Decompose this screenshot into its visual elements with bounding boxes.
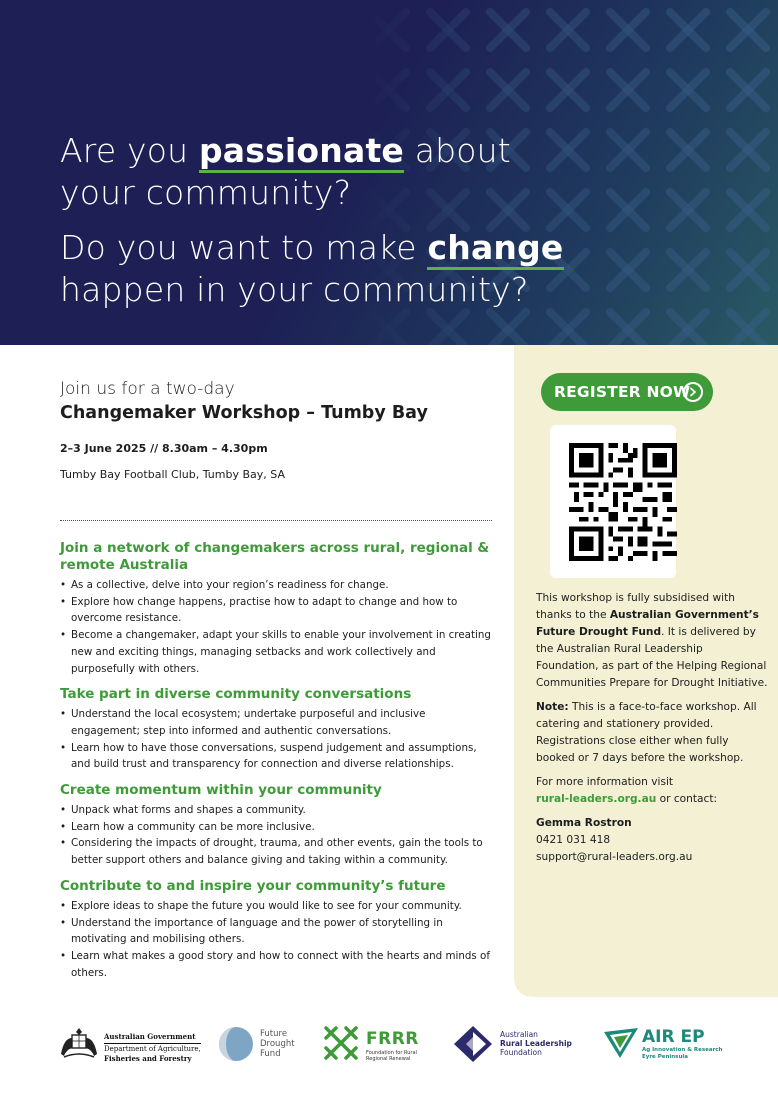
list-item: • Considering the impacts of drought, trauma, and other events, gain the tools to better support others and balance giving and taking within a community. [60,835,492,868]
list-item: • Learn how a community can be more inclusive. [60,819,492,836]
section-conversations [60,686,492,773]
register-label: REGISTER NOW [554,383,691,401]
hero-banner [0,0,778,345]
funding-paragraph: This workshop is fully subsidised with thanks to the Australian Government’s Future Drought Fund. It is delivered by the Australian Rural Leadership Foundation, as part of the Helping Regional Communities Prepare for Drought Initiative. [536,592,768,689]
section-momentum [60,782,492,869]
section-future [60,878,492,982]
qr-code[interactable] [550,425,676,578]
list-item: • Understand the local ecosystem; undertake purposeful and inclusive engagement; step into informed and authentic conversations. [60,706,492,739]
list-item: • Explore ideas to shape the future you would like to see for your community. [60,898,492,915]
list-item: • Explore how change happens, practise how to adapt to change and how to overcome resistance. [60,594,492,627]
arlf-diamond-icon [452,1024,494,1064]
list-item: • Unpack what forms and shapes a community. [60,802,492,819]
partner-logos [0,1020,778,1080]
frrr-logo: FRRR Foundation for Rural Regional Renewal [322,1020,432,1070]
benefit-sections [60,540,492,990]
future-drought-fund-logo: Future Drought Fund [218,1020,308,1070]
list-item: • As a collective, delve into your region’s readiness for change. [60,577,492,594]
australian-government-logo: Australian Government Department of Agriculture, Fisheries and Forestry [58,1020,198,1070]
highlight-passionate: passionate [199,131,404,173]
contact-name: Gemma Rostron [536,817,632,829]
event-date: 2–3 June 2025 // 8.30am – 4.30pm [60,442,268,455]
contact-phone[interactable]: 0421 031 418 [536,834,611,846]
contact-email[interactable]: support@rural-leaders.org.au [536,851,693,863]
sidebar-info [536,590,768,873]
note-paragraph: Note: This is a face-to-face workshop. All catering and stationery provided. Registrations close either when fully booked or 7 days before the workshop. [536,701,757,764]
hero-question-2-line-2: happen in your community? [60,270,529,309]
hero-question-2-line-1: Do you want to make change [60,227,564,269]
section-title: Create momentum within your community [60,782,382,799]
qr-code-icon [568,443,678,561]
chevron-right-icon [683,382,703,402]
air-ep-logo: AIR EP Ag Innovation & Research Eyre Peninsula [602,1020,722,1070]
event-title: Changemaker Workshop – Tumby Bay [60,403,428,423]
list-item: • Become a changemaker, adapt your skills to enable your involvement in creating new and exciting things, managing setbacks and work collectively and purposefully with others. [60,627,492,677]
sidebar-panel [514,345,778,997]
section-title: Take part in diverse community conversations [60,686,412,703]
list-item: • Understand the importance of language and the power of storytelling in motivating and mobilising others. [60,915,492,948]
section-title: Join a network of changemakers across rural, regional & remote Australia [60,540,490,573]
list-item: • Learn what makes a good story and how to connect with the hearts and minds of others. [60,948,492,981]
arlf-logo: Australian Rural Leadership Foundation [452,1020,582,1070]
drought-circle-icon [218,1026,254,1062]
hero-headline [60,130,564,311]
event-venue: Tumby Bay Football Club, Tumby Bay, SA [60,468,285,481]
info-paragraph: For more information visit rural-leaders.org.au or contact: [536,776,718,805]
hero-question-1-line-1: Are you passionate about [60,130,564,172]
contact-block [536,815,768,866]
frrr-weave-icon [322,1024,360,1062]
section-title: Contribute to and inspire your community’s future [60,877,446,894]
list-item: • Learn how to have those conversations, suspend judgement and assumptions, and build trust and transparency for connection and diverse relationships. [60,740,492,773]
hero-question-1-line-2: your community? [60,173,352,212]
event-intro: Join us for a two-day [60,379,235,399]
coat-of-arms-icon [58,1024,100,1062]
air-ep-wing-icon [602,1026,640,1062]
highlight-change: change [427,228,563,270]
section-network [60,540,492,677]
dotted-divider [60,520,492,521]
register-now-button[interactable] [541,373,713,411]
website-link[interactable]: rural-leaders.org.au [536,793,657,805]
